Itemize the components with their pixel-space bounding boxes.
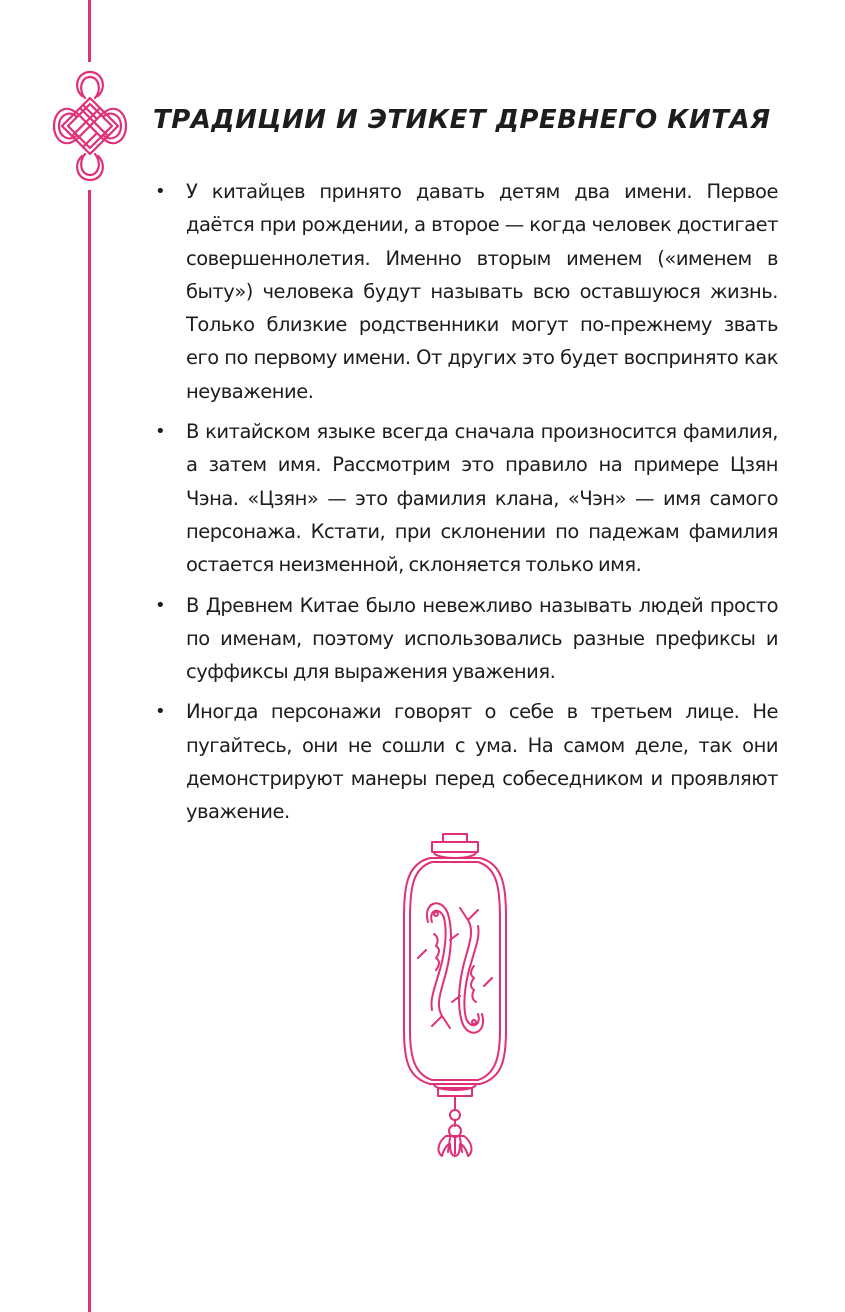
list-item <box>150 175 778 408</box>
page-margin-line <box>88 0 91 1312</box>
bullet: • <box>155 421 166 443</box>
list-item <box>150 589 778 689</box>
list-item <box>150 415 778 581</box>
list-item-text: В китайском языке всегда сначала произносится фамилия, а затем имя. Рассмотрим это правило на примере Цзян Чэна. «Цзян» — это фамилия клана, «Чэн» — имя самого персонажа. Кстати, при склонении по падежам фамилия остается неизменной, склоняется только имя. <box>186 420 778 577</box>
list-item <box>150 695 778 828</box>
etiquette-list <box>150 175 778 836</box>
endless-knot-icon <box>51 62 129 190</box>
list-item-text: У китайцев принято давать детям два имени. Первое даётся при рождении, а второе — когда человек достигает совершеннолетия. Именно вторым именем («именем в быту») человека будут называть всю оставшуюся жизнь. Только близкие родственники могут по-прежнему звать его по первому имени. От других это будет воспринято как неуважение. <box>186 180 778 403</box>
list-item-text: В Древнем Китае было невежливо называть людей просто по именам, поэтому использовались разные префиксы и суффиксы для выражения уважения. <box>186 593 778 684</box>
bullet: • <box>155 701 166 723</box>
bullet: • <box>155 594 166 616</box>
bullet: • <box>155 181 166 202</box>
lantern-koi-fish-icon <box>392 830 518 1160</box>
list-item-text: Иногда персонажи говорят о себе в третьем лице. Не пугайтесь, они не сошли с ума. На самом деле, так они демонстрируют манеры перед собеседником и проявляют уважение. <box>186 700 778 824</box>
page-title: ТРАДИЦИИ И ЭТИКЕТ ДРЕВНЕГО КИТАЯ <box>153 105 771 135</box>
